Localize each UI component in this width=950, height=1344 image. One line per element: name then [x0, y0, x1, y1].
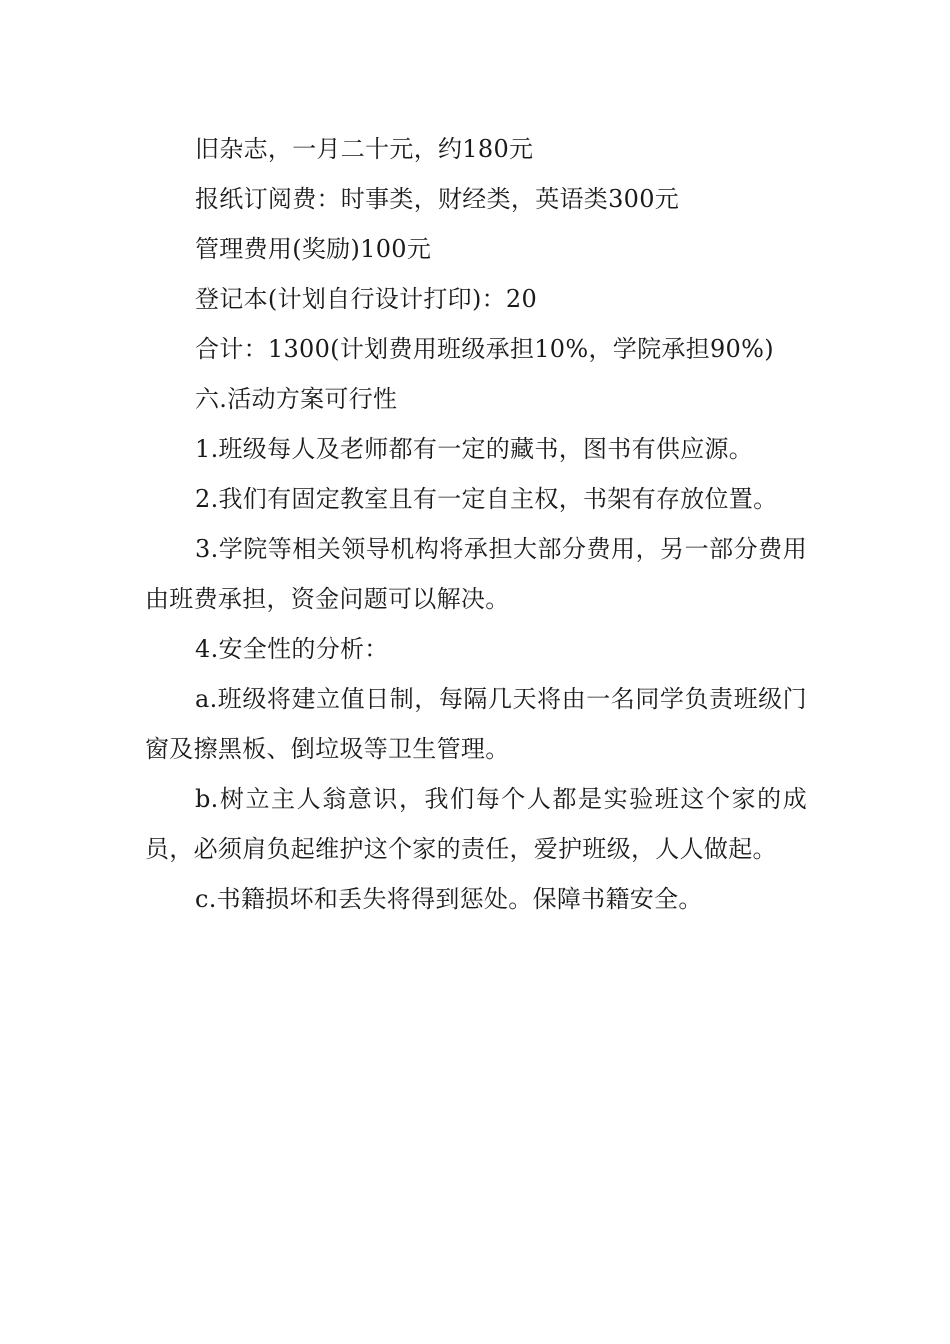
paragraph-item-3: 3.学院等相关领导机构将承担大部分费用，另一部分费用由班费承担，资金问题可以解决。	[145, 535, 807, 613]
section-heading-feasibility: 六.活动方案可行性	[195, 385, 398, 413]
paragraph-item-2: 2.我们有固定教室且有一定自主权，书架有存放位置。	[195, 485, 778, 513]
paragraph-item-b: b.树立主人翁意识，我们每个人都是实验班这个家的成员，必须肩负起维护这个家的责任，爱护班级，人人做起。	[145, 785, 807, 863]
paragraph-item-4: 4.安全性的分析：	[195, 635, 389, 663]
paragraph-old-magazines: 旧杂志，一月二十元，约180元	[195, 135, 534, 163]
document-body	[145, 124, 807, 924]
paragraph-register-book: 登记本(计划自行设计打印)：20	[195, 285, 538, 313]
paragraph-management-fee: 管理费用(奖励)100元	[195, 235, 432, 263]
paragraph-item-a: a.班级将建立值日制，每隔几天将由一名同学负责班级门窗及擦黑板、倒垃圾等卫生管理。	[145, 685, 807, 763]
paragraph-item-c: c.书籍损坏和丢失将得到惩处。保障书籍安全。	[195, 885, 703, 913]
paragraph-newspaper-fee: 报纸订阅费：时事类，财经类，英语类300元	[195, 185, 680, 213]
paragraph-item-1: 1.班级每人及老师都有一定的藏书，图书有供应源。	[195, 435, 754, 463]
paragraph-total: 合计：1300(计划费用班级承担10%，学院承担90%)	[195, 335, 774, 363]
